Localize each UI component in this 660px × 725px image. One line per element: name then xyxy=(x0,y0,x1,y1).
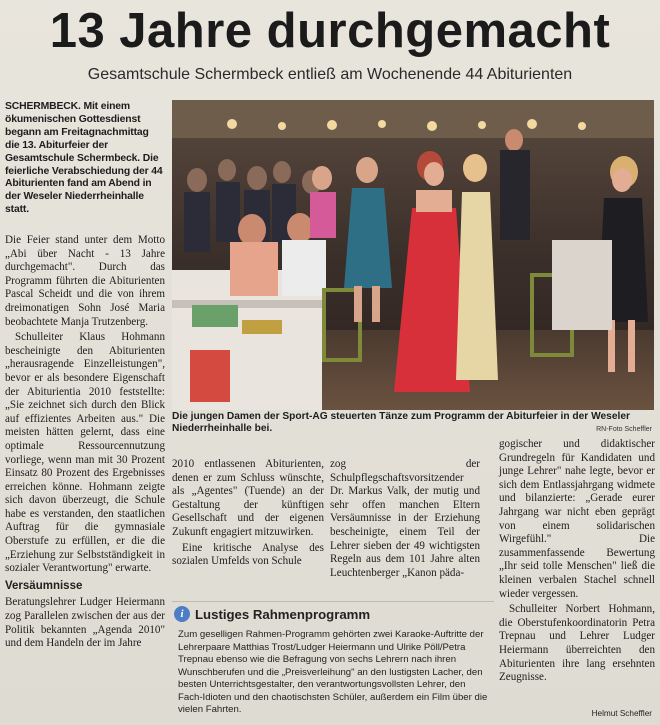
column-4 xyxy=(499,438,655,687)
paragraph: Beratungslehrer Ludger Heiermann zog Parallelen zwischen der aus der Politik bekannten „Agenda 2010" und dem Handeln der im Jahre xyxy=(5,596,165,650)
info-icon: i xyxy=(174,606,190,622)
paragraph: gogischer und didaktischer Grundregeln für Kandidaten und junge Lehrer" nahe legte, bevor er sich dem Entlassjahrgang widmete und bilanzierte: „Gerade eurer Jahrgang war nicht eben geprägt von einem solidarischen Wirgefühl." Die zusammenfassende Bewertung „Ihr seid tolle Menschen" ließ die kleinen verbalen Stachel schnell wieder vergessen. xyxy=(499,438,655,600)
paragraph: zog der Schulpflegschaftsvorsitzender Dr. Markus Valk, der mutig und sehr offen manchen Eltern Versäumnisse in der Erziehung bescheinigte, einem Teil der Lehrer sieben der 49 wichtigsten Regeln aus dem 101 Jahre alten Leuchtenberger „Kanon päda- xyxy=(330,458,480,579)
info-box xyxy=(172,601,494,725)
paragraph: Schulleiter Norbert Hohmann, die Oberstufenkoordinatorin Petra Trepnau und Lehrer Ludger Heiermann überreichten den Abiturienten ihre lang ersehnten Zeugnisse. xyxy=(499,603,655,684)
info-box-heading xyxy=(174,606,370,622)
subheadline: Gesamtschule Schermbeck entließ am Wochenende 44 Abiturienten xyxy=(87,66,573,83)
photo-caption: Die jungen Damen der Sport-AG steuerten Tänze zum Programm der Abiturfeier in der Weseler Niederrheinhalle bei. xyxy=(172,411,630,435)
photo-dance-scene xyxy=(172,100,654,410)
section-subtitle: Versäumnisse xyxy=(5,579,83,592)
column-1 xyxy=(5,234,165,653)
paragraph: Eine kritische Analyse des sozialen Umfelds von Schule xyxy=(172,541,324,568)
photo-credit: RN-Foto Scheffler xyxy=(596,426,652,433)
info-box-body: Zum geselligen Rahmen-Programm gehörten zwei Karaoke-Auftritte der Lehrerpaare Matthias Trost/Ludger Heiermann und Ulrike Pöll/Petra Trepnau ebenso wie die Befragung von sechs Lehrern nach ihren Wunschberufen und die „Preisverleihung" an den lustigsten Lacher, den besten Unterrichtsgestalter, den verantwortungsvollsten Lehrer, den Fach-Idioten und den chaotischsten Schüler, außerdem ein Film über die vielen Fahrten. xyxy=(178,629,488,715)
headline: 13 Jahre durchgemacht xyxy=(49,4,611,58)
paragraph: 2010 entlassenen Abiturienten, denen er zum Schluss wünschte, als „Agentes" (Tuende) an der Gestaltung der künftigen Gesellschaft und der eigenen Zukunft engagiert mitzuwirken. xyxy=(172,458,324,538)
article-photo xyxy=(172,100,654,410)
paragraph: Schulleiter Klaus Hohmann bescheinigte den Abiturienten „herausragende Einzelleistungen", bevor er als besondere Eigenschaft der Abiturientia 2010 feststellte: „Sie zeichnet sich durch den Blick auf effizientes Arbeiten aus." Die meisten hätten gelernt, dass eine optimale Ressourcennutzung vorliege, wenn man mit 30 Prozent Einsatz 80 Prozent des Ergebnisses erreichen könne. Hohmann zeigte sich davon überzeugt, die Schule habe es verstanden, den staatlichen Auftrag für die gymnasiale Oberstufe zu erfüllen, er die die „Erziehung zur Selbstständigkeit in sozialer Verantwortung" erwarte. xyxy=(5,331,165,575)
column-2 xyxy=(172,458,324,571)
author: Helmut Scheffler xyxy=(591,709,652,718)
info-box-title: Lustiges Rahmenprogramm xyxy=(195,606,371,622)
column-3 xyxy=(330,458,480,582)
paragraph: Die Feier stand unter dem Motto „Abi über Nacht - 13 Jahre durchgemacht". Durch das Programm führten die Abiturienten Pascal Scheidt und die von ihrem dreimonatigen Sohn José Maria beobachtete Manja Trutzenberg. xyxy=(5,234,165,328)
lead-paragraph: SCHERMBECK. Mit einem ökumenischen Gottesdienst begann am Freitagnachmittag die 13. Abiturfeier der Gesamtschule Schermbeck. Die feierliche Verabschiedung der 44 Abiturienten fand am Abend in der Weseler Niederrheinhalle statt. xyxy=(5,101,163,216)
